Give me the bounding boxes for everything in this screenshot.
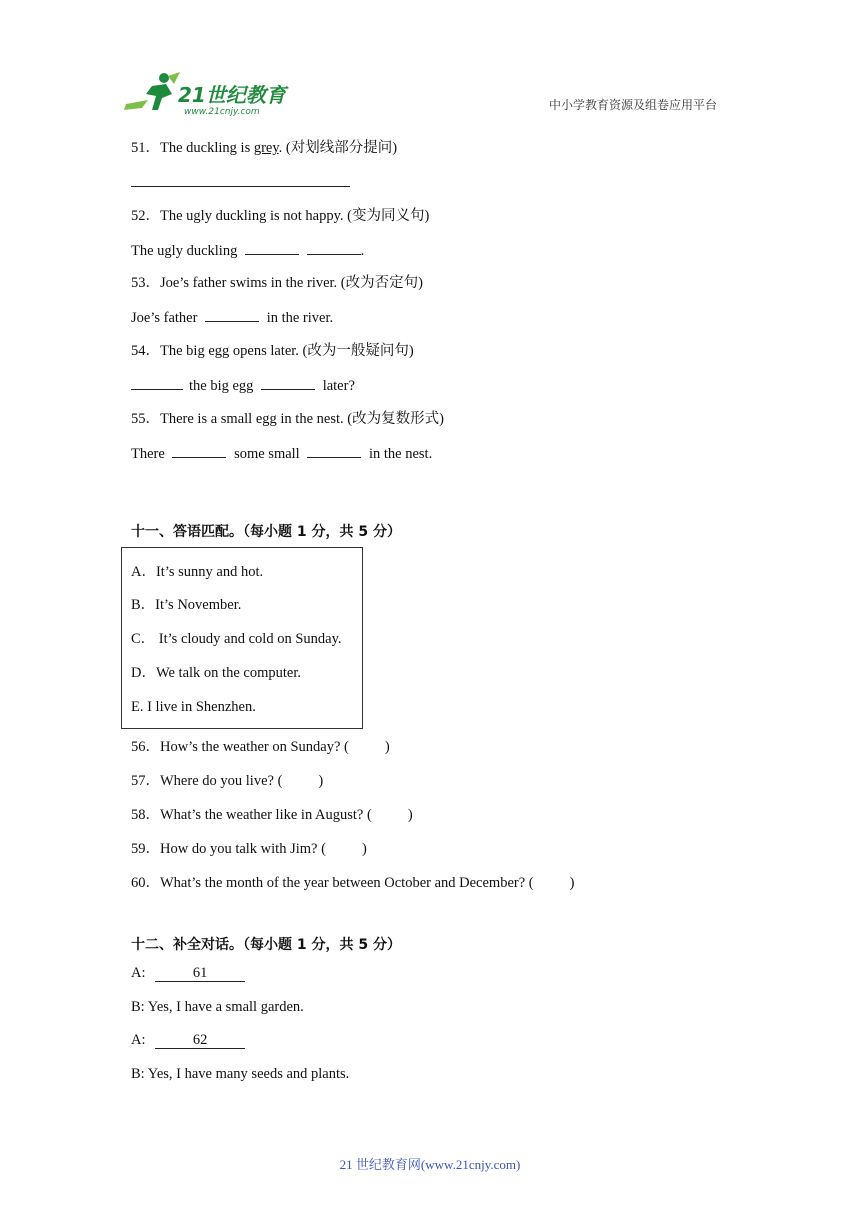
question-60 [131, 874, 574, 892]
question-54 [131, 342, 414, 360]
answer-middle: some small [234, 446, 300, 462]
option-a: A．It’s sunny and hot. [131, 564, 264, 580]
dialogue-line-a1 [131, 964, 245, 982]
site-logo [122, 70, 294, 118]
answer-paren-blank[interactable] [534, 874, 570, 887]
question-53 [131, 274, 423, 292]
question-57 [131, 772, 323, 790]
close-paren: ) [407, 807, 413, 823]
option-e: E. I live in Shenzhen. [131, 699, 256, 715]
underlined-word: grey [253, 140, 279, 156]
close-paren: ) [318, 773, 324, 789]
answer-middle: the big egg [189, 378, 254, 394]
answer-suffix: . [360, 243, 365, 259]
answer-paren-blank[interactable] [372, 806, 408, 819]
close-paren: ) [384, 739, 390, 755]
close-paren: ) [569, 875, 575, 891]
question-58 [131, 806, 413, 824]
speaker: A: [131, 965, 146, 981]
question-instruction: . (对划线部分提问) [278, 140, 398, 156]
close-paren: ) [361, 841, 367, 857]
question-text: 58．What’s the weather like in August? ( [131, 807, 372, 823]
question-59 [131, 840, 367, 858]
logo-sub-text: www.21cnjy.com [184, 107, 260, 117]
answer-suffix: in the nest. [368, 446, 433, 462]
question-text: 56．How’s the weather on Sunday? ( [131, 739, 349, 755]
option-b: B．It’s November. [131, 597, 242, 613]
answer-blank[interactable] [307, 241, 361, 255]
dialogue-line-b1 [131, 998, 304, 1016]
header-tagline: 中小学教育资源及组卷应用平台 [549, 98, 718, 112]
speaker: B: [131, 1066, 145, 1082]
answer-suffix: in the river. [266, 310, 334, 326]
question-55 [131, 410, 444, 428]
footer-link[interactable]: 21 世纪教育网(www.21cnjy.com) [339, 1157, 521, 1172]
runner-icon [124, 72, 180, 110]
answer-prefix: There [131, 446, 165, 462]
question-text: There is a small egg in the nest. (改为复数形式) [160, 411, 444, 427]
section-11-title: 十一、答语匹配。（每小题 1 分，共 5 分） [131, 524, 401, 540]
answer-blank[interactable] [307, 444, 361, 458]
dialogue-line-b2 [131, 1065, 349, 1083]
speaker: A: [131, 1032, 146, 1048]
question-text: The ugly duckling is not happy. (变为同义句) [160, 208, 430, 224]
option-c: C． It’s cloudy and cold on Sunday. [131, 631, 342, 647]
answer-prefix: Joe’s father [131, 310, 198, 326]
logo-main-text: 21世纪教育 [178, 83, 286, 107]
question-text: The duckling is [160, 140, 254, 156]
answer-paren-blank[interactable] [349, 738, 385, 751]
answer-prefix: The ugly duckling [131, 243, 238, 259]
question-text: 57．Where do you live? ( [131, 773, 283, 789]
answer-52 [131, 241, 364, 260]
answer-blank-61[interactable]: 61 [155, 966, 245, 982]
section-12-title: 十二、补全对话。（每小题 1 分，共 5 分） [131, 937, 401, 953]
question-56 [131, 738, 390, 756]
question-number: 54． [131, 343, 160, 359]
answer-blank[interactable] [245, 241, 299, 255]
question-number: 53． [131, 275, 160, 291]
question-text: Joe’s father swims in the river. (改为否定句) [160, 275, 423, 291]
dialogue-line-a2 [131, 1031, 245, 1049]
answer-blank[interactable] [205, 308, 259, 322]
question-number: 55． [131, 411, 160, 427]
question-number: 51． [131, 140, 160, 156]
question-text: 60．What’s the month of the year between October and December? ( [131, 875, 534, 891]
answer-paren-blank[interactable] [282, 772, 318, 785]
dialogue-text: Yes, I have a small garden. [147, 999, 304, 1015]
answer-53 [131, 308, 333, 327]
question-text: 59．How do you talk with Jim? ( [131, 841, 326, 857]
question-text: The big egg opens later. (改为一般疑问句) [160, 343, 414, 359]
answer-suffix: later? [322, 378, 355, 394]
answer-54 [131, 376, 355, 395]
question-52 [131, 207, 429, 225]
answer-55 [131, 444, 432, 463]
option-d: D．We talk on the computer. [131, 665, 301, 681]
answer-line-51[interactable] [131, 186, 350, 187]
dialogue-text: Yes, I have many seeds and plants. [147, 1066, 350, 1082]
answer-blank-62[interactable]: 62 [155, 1033, 245, 1049]
answer-blank[interactable] [172, 444, 226, 458]
question-51 [131, 139, 397, 157]
answer-blank[interactable] [261, 376, 315, 390]
question-number: 52． [131, 208, 160, 224]
speaker: B: [131, 999, 145, 1015]
answer-blank[interactable] [131, 376, 183, 390]
answer-paren-blank[interactable] [326, 840, 362, 853]
